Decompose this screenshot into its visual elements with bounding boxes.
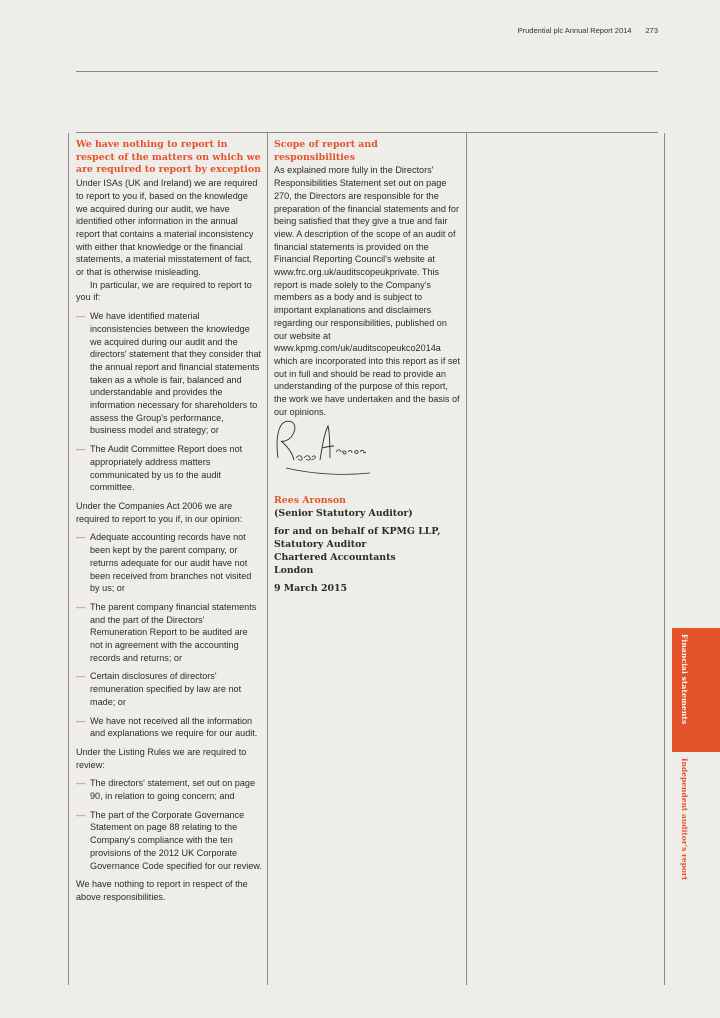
page-header — [0, 26, 658, 35]
report-title: Prudential plc Annual Report 2014 — [517, 26, 632, 35]
top-rule — [76, 71, 658, 72]
listing-rules-list — [76, 777, 262, 872]
column-divider-left — [68, 133, 69, 985]
isa-list — [76, 310, 262, 494]
list-item: — The directors' statement, set out on page 90, in relation to going concern; and — [76, 777, 262, 802]
list-item: — The parent company financial statements and the part of the Directors' Remuneration Report to be audited are not in agreement with the accounting records and returns; or — [76, 601, 262, 665]
firm-line: for and on behalf of KPMG LLP, — [274, 526, 441, 538]
section-rule — [76, 132, 658, 133]
listing-rules-intro: Under the Listing Rules we are required to review: — [76, 746, 247, 770]
signatory-block — [274, 495, 460, 596]
list-item: — We have identified material inconsistencies between the knowledge we acquired during our audit and the directors' statement that they consider that the annual report and financial statements taken as a whole is fair, balanced and understandable and provides the information necessary for shareholders to assess the Group's performance, business model and strategy; or — [76, 310, 262, 437]
left-column — [76, 139, 262, 904]
side-tab-label[interactable]: Financial statements — [680, 634, 689, 725]
auditor-signature — [272, 418, 382, 480]
signing-date: 9 March 2015 — [274, 583, 348, 595]
firm-line: London — [274, 564, 314, 576]
column-divider-middle — [267, 133, 268, 985]
section-label[interactable]: Independent auditor's report — [680, 758, 689, 881]
scope-body: As explained more fully in the Directors' Responsibilities Statement set out on page 270, the Directors are responsible for the preparation of the financial statements and for being satisfied that they give a true and fair view. A description of the scope of an audit of financial statements is provided on the Financial Reporting Council's website at www.frc.org.uk/auditscopeukprivate. This report is made solely to the Company's members as a body and is subject to important explanations and disclaimers regarding our responsibilities, published on our website at www.kpmg.com/uk/auditscopeukco2014a which are incorporated into this report as if set out in full and should be read to provide an understanding of the purpose of this report, the work we have undertaken and the basis of our opinions. — [274, 165, 461, 417]
companies-act-intro: Under the Companies Act 2006 we are required to report to you if, in our opinion: — [76, 500, 243, 524]
list-item: — The part of the Corporate Governance Statement on page 88 relating to the Company's compliance with the ten provisions of the 2012 UK Corporate Governance Code specified for our review. — [76, 809, 262, 873]
list-item: — We have not received all the information and explanations we require for our audit. — [76, 715, 262, 740]
closing-statement: We have nothing to report in respect of the above responsibilities. — [76, 879, 248, 902]
firm-line: Chartered Accountants — [274, 551, 396, 563]
firm-line: Statutory Auditor — [274, 539, 367, 551]
page-number: 273 — [645, 26, 658, 35]
particular-text: In particular, we are required to report to you if: — [76, 279, 252, 303]
list-item: — Adequate accounting records have not been kept by the parent company, or returns adequate for our audit have not been received from branches not visited by us; or — [76, 531, 262, 595]
scope-heading: Scope of report and responsibilities — [274, 139, 378, 163]
list-item: — Certain disclosures of directors' remuneration specified by law are not made; or — [76, 670, 262, 708]
exception-heading: We have nothing to report in respect of the matters on which we are required to report by exception — [76, 139, 261, 176]
companies-act-list — [76, 531, 262, 740]
signatory-role: (Senior Statutory Auditor) — [274, 507, 413, 519]
column-divider-edge — [664, 133, 665, 985]
list-item: — The Audit Committee Report does not appropriately address matters communicated by us to the audit committee. — [76, 443, 262, 494]
middle-column — [274, 139, 460, 418]
isa-intro: Under ISAs (UK and Ireland) we are required to report to you if, based on the knowledge we acquired during our audit, we have identified other information in the annual report that contains a material inconsistency with either that knowledge or the financial statements, a material misstatement of fact, or that is otherwise misleading. — [76, 178, 258, 278]
column-divider-right — [466, 133, 467, 985]
signatory-name: Rees Aronson — [274, 495, 346, 506]
